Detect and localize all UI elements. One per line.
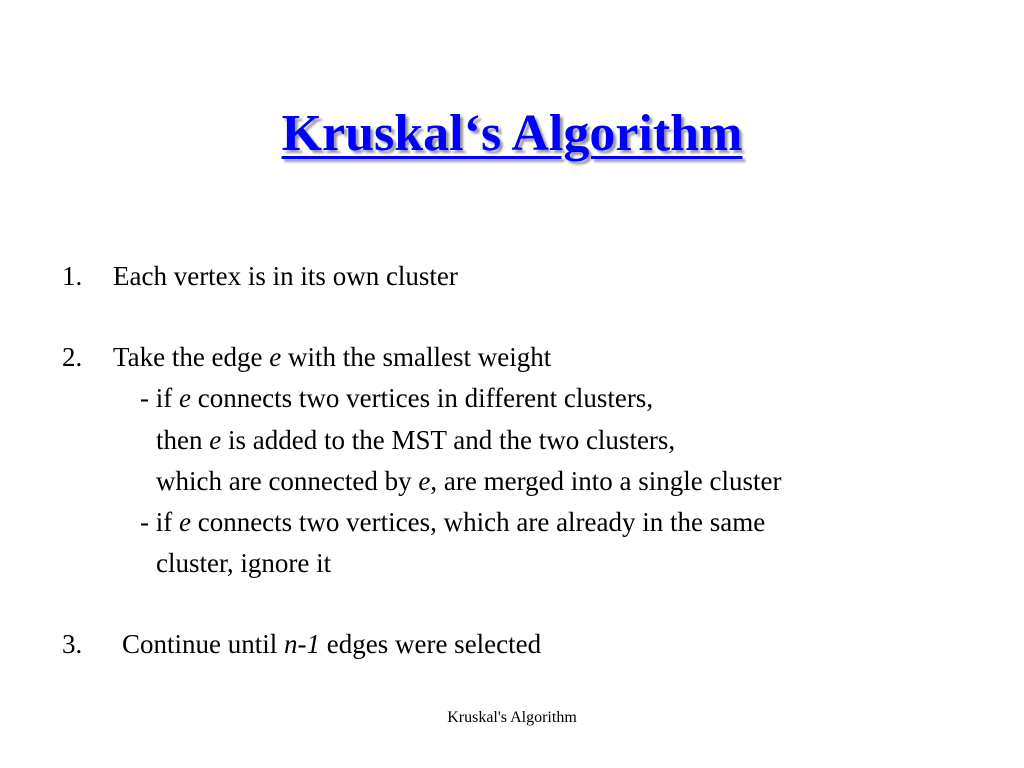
slide-title bbox=[0, 102, 1024, 166]
step-3-var-n: n-1 bbox=[284, 629, 320, 659]
step-2-sub1-line1 bbox=[140, 378, 653, 419]
step-3-number: 3. bbox=[62, 629, 83, 659]
sub1-line1-e: e bbox=[178, 383, 191, 413]
sub1-line2-a: then bbox=[156, 425, 210, 455]
step-1-number: 1. bbox=[62, 261, 83, 291]
slide-title-text: Kruskal‘s Algorithm bbox=[281, 105, 743, 162]
sub1-line2-e: e bbox=[209, 425, 222, 455]
step-1-text: Each vertex is in its own cluster bbox=[113, 261, 458, 291]
sub2-line1-a: - if bbox=[140, 507, 179, 537]
step-3-text bbox=[122, 624, 541, 665]
step-3-text-a: Continue until bbox=[122, 629, 284, 659]
sub2-line1-e: e bbox=[178, 507, 191, 537]
sub1-line2-b: is added to the MST and the two clusters, bbox=[221, 425, 676, 455]
slide-footer: Kruskal's Algorithm bbox=[447, 709, 577, 726]
sub1-line3-e: e bbox=[418, 466, 431, 496]
step-3-text-b: edges were selected bbox=[320, 629, 542, 659]
step-2-text bbox=[113, 337, 551, 378]
sub1-line1-a: - if bbox=[140, 383, 179, 413]
step-2-var-e: e bbox=[269, 342, 282, 372]
step-2-sub1-line3 bbox=[156, 461, 782, 502]
sub1-line1-b: connects two vertices in different clusters, bbox=[190, 383, 654, 413]
sub1-line3-b: , are merged into a single cluster bbox=[430, 466, 782, 496]
step-2-sub1-line2 bbox=[156, 420, 675, 461]
step-2-number: 2. bbox=[62, 342, 83, 372]
sub2-line1-b: connects two vertices, which are already in the same bbox=[190, 507, 766, 537]
sub1-line3-a: which are connected by bbox=[156, 466, 419, 496]
step-2-sub2-line2: cluster, ignore it bbox=[156, 548, 332, 578]
step-2-text-a: Take the edge bbox=[113, 342, 270, 372]
step-2-text-b: with the smallest weight bbox=[281, 342, 552, 372]
step-2-sub2-line1 bbox=[140, 502, 765, 543]
